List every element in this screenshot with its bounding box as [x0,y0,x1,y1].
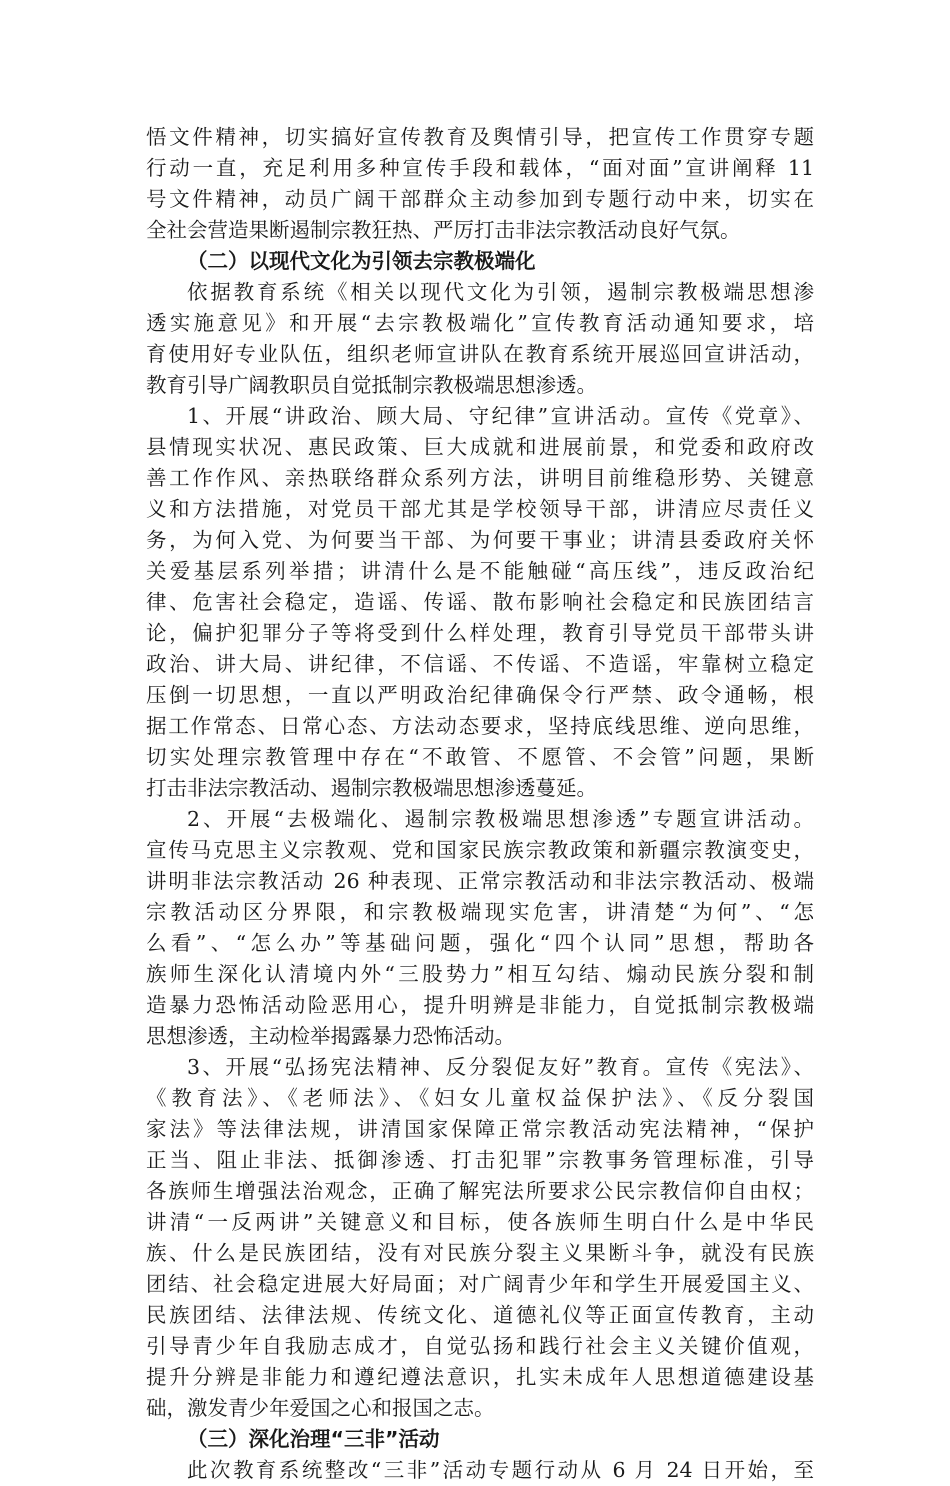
text-line: 讲清“一反两讲”关键意义和目标，使各族师生明白什么是中华民 [146,1210,814,1234]
text-line: 宗教活动区分界限，和宗教极端现实危害，讲清楚“为何”、“怎 [146,900,814,924]
paragraph-4 [146,804,814,1052]
text-line: 团结、社会稳定进展大好局面；对广阔青少年和学生开展爱国主义、 [146,1272,814,1296]
text-line: 家法》等法律法规，讲清国家保障正常宗教活动宪法精神，“保护 [146,1117,814,1141]
text-line: 切实处理宗教管理中存在“不敢管、不愿管、不会管”问题，果断 [146,745,814,769]
text-line: 《教育法》、《老师法》、《妇女儿童权益保护法》、《反分裂国 [146,1086,814,1110]
text-line: 2、开展“去极端化、遏制宗教极端思想渗透”专题宣讲活动。 [187,807,814,831]
text-line: 提升分辨是非能力和遵纪遵法意识，扎实未成年人思想道德建设基 [146,1365,814,1389]
text-line: 造暴力恐怖活动险恶用心，提升明辨是非能力，自觉抵制宗教极端 [146,993,814,1017]
text-line: 宣传马克思主义宗教观、党和国家民族宗教政策和新疆宗教演变史， [146,838,814,862]
text-line: 号文件精神，动员广阔干部群众主动参加到专题行动中来，切实在 [146,187,814,211]
text-line: 善工作作风、亲热联络群众系列方法，讲明目前维稳形势、关键意 [146,466,814,490]
paragraph-5 [146,1052,814,1424]
text-line: 县情现实状况、惠民政策、巨大成就和进展前景，和党委和政府改 [146,435,814,459]
text-line: 思想渗透，主动检举揭露暴力恐怖活动。 [146,1024,515,1048]
section-heading-3: （三）深化治理“三非”活动 [187,1427,440,1451]
text-line: 此次教育系统整改“三非”活动专题行动从 6 月 24 日开始，至 [187,1458,814,1482]
text-line: 么看”、“怎么办”等基础问题，强化“四个认同”思想，帮助各 [146,931,814,955]
document-body [146,122,814,1486]
text-line: 正当、阻止非法、抵御渗透、打击犯罪”宗教事务管理标准，引导 [146,1148,814,1172]
text-line: 政治、讲大局、讲纪律，不信谣、不传谣、不造谣，牢靠树立稳定 [146,652,814,676]
text-line: 务，为何入党、为何要当干部、为何要干事业；讲清县委政府关怀 [146,528,814,552]
text-line: 育使用好专业队伍，组织老师宣讲队在教育系统开展巡回宣讲活动， [146,342,814,366]
text-line: 民族团结、法律法规、传统文化、道德礼仪等正面宣传教育，主动 [146,1303,814,1327]
text-line: 论，偏护犯罪分子等将受到什么样处理，教育引导党员干部带头讲 [146,621,814,645]
text-line: 础，激发青少年爱国之心和报国之志。 [146,1396,495,1420]
text-line: 据工作常态、日常心态、方法动态要求，坚持底线思维、逆向思维， [146,714,814,738]
section-heading-2: （二）以现代文化为引领去宗教极端化 [187,249,536,273]
text-line: 1、开展“讲政治、顾大局、守纪律”宣讲活动。宣传《党章》、 [187,404,814,428]
text-line: 压倒一切思想，一直以严明政治纪律确保令行严禁、政令通畅，根 [146,683,814,707]
text-line: 律、危害社会稳定，造谣、传谣、散布影响社会稳定和民族团结言 [146,590,814,614]
paragraph-3 [146,401,814,804]
text-line: 打击非法宗教活动、遏制宗教极端思想渗透蔓延。 [146,776,597,800]
text-line: 透实施意见》和开展“去宗教极端化”宣传教育活动通知要求，培 [146,311,814,335]
intro-paragraph [146,122,814,246]
text-line: 各族师生增强法治观念，正确了解宪法所要求公民宗教信仰自由权； [146,1179,814,1203]
text-line: 讲明非法宗教活动 26 种表现、正常宗教活动和非法宗教活动、极端 [146,869,814,893]
text-line: 引导青少年自我励志成才，自觉弘扬和践行社会主义关键价值观， [146,1334,814,1358]
paragraph-2 [146,277,814,401]
text-line: 族、什么是民族团结，没有对民族分裂主义果断斗争，就没有民族 [146,1241,814,1265]
text-line: 族师生深化认清境内外“三股势力”相互勾结、煽动民族分裂和制 [146,962,814,986]
text-line: 行动一直，充足利用多种宣传手段和载体，“面对面”宣讲阐释 11 [146,156,814,180]
text-line: 教育引导广阔教职员自觉抵制宗教极端思想渗透。 [146,373,597,397]
text-line: 全社会营造果断遏制宗教狂热、严厉打击非法宗教活动良好气氛。 [146,218,741,242]
text-line: 悟文件精神，切实搞好宣传教育及舆情引导，把宣传工作贯穿专题 [146,125,814,149]
text-line: 3、开展“弘扬宪法精神、反分裂促友好”教育。宣传《宪法》、 [187,1055,814,1079]
text-line: 依据教育系统《相关以现代文化为引领，遏制宗教极端思想渗 [187,280,814,304]
paragraph-6 [146,1455,814,1486]
text-line: 关爱基层系列举措；讲清什么是不能触碰“高压线”，违反政治纪 [146,559,814,583]
text-line: 义和方法措施，对党员干部尤其是学校领导干部，讲清应尽责任义 [146,497,814,521]
